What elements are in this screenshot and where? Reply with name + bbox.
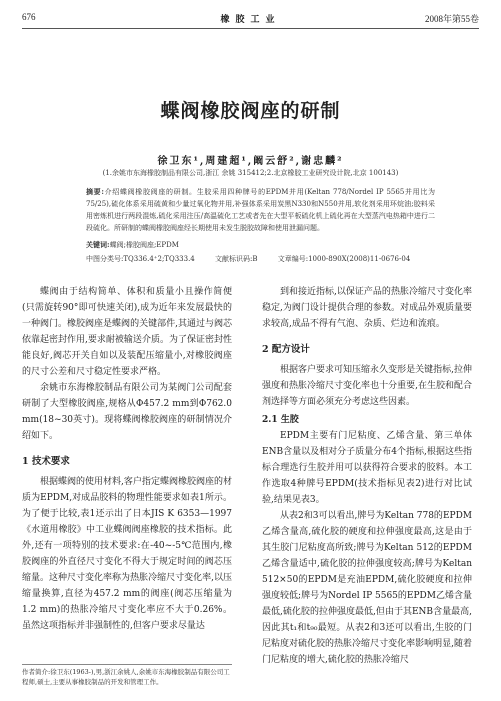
paragraph: 蝶阀由于结构简单、体积和质量小且操作简便(只需旋转90°即可快速关闭),成为近年来发展最快的一种阀门。橡胶阀座是蝶阀的关键部件,其通过与阀芯依靠起密封作用,要求耐被输送介质。为了保证密封性能良好,阀芯开关自如以及装配压缩量小,对橡胶阀座的尺寸公差和尺寸稳定性要求严格。 <box>22 287 232 377</box>
paragraph: 根据蝶阀的使用材料,客户指定蝶阀橡胶阀座的材质为EPDM,对成品胶料的物理性能要求如表1所示。为了便于比较,表1还示出了日本JIS K 6353—1997《水道用橡胶》中工业蝶阀阀座橡胶的技术指标。此外,还有一项特别的技术要求:在-40~-5℃范围内,橡胶阀座的外直径尺寸变化不得大于规定时间的阀芯压缩量。这种尺寸变化率称为热胀冷缩尺寸变化率,以压缩量换算,直径为457.2 mm的阀座(阀芯压缩量为1.2 mm)的热胀冷缩尺寸变化率应不大于0.26%。虽然这项指标并非强制性的,但客户要求尽量达 <box>22 477 232 631</box>
right-column <box>262 284 472 668</box>
keywords <box>86 240 435 250</box>
keywords-label: 关键词: <box>86 240 110 249</box>
subsection-heading: 2.1 生胶 <box>262 415 299 425</box>
page-number: 676 <box>22 12 36 22</box>
abstract <box>86 186 435 234</box>
paragraph: 余姚市东海橡胶制品有限公司为某阀门公司配套研制了大型橡胶阀座,规格从Φ457.2 mm到Φ762.0 mm(18~30英寸)。现将蝶阀橡胶阀座的研制情况介绍如下。 <box>22 383 232 441</box>
running-header <box>22 6 479 29</box>
journal-name: 橡胶工业 <box>220 14 281 24</box>
section-heading: 1 技术要求 <box>22 456 70 467</box>
abstract-label: 摘要: <box>86 187 104 196</box>
paragraph: 从表2和3可以看出,牌号为Keltan 778的EPDM乙烯含量高,硫化胶的硬度和拉伸强度最高,这是由于其生胶门尼粘度高所致;牌号为Keltan 512的EPDM乙烯含量适中,硫化胶的拉伸强度较高;牌号为Keltan 512×50的EPDM是充油EPDM,硫化胶硬度和拉伸强度较低;牌号为Nordel IP 5565的EPDM乙烯含量最低,硫化胶的拉伸强度最低,但由于其ENB含量最高,因此其t₁和t₉₀最短。从表2和3还可以看出,生胶的门尼粘度对硫化胶的热胀冷缩尺寸变化率影响明显,随着门尼粘度的增大,硫化胶的热胀冷缩尺 <box>262 511 472 665</box>
paragraph: 根据客户要求可知压缩永久变形是关键指标,拉伸强度和热胀冷缩尺寸变化率也十分重要,在生胶和配合剂选择等方面必须充分考虑这些因素。 <box>262 365 472 407</box>
paragraph: 到和接近指标,以保证产品的热胀冷缩尺寸变化率稳定,为阀门设计提供合理的参数。对成品外观质量要求较高,成品不得有气泡、杂质、烂边和流痕。 <box>262 287 472 329</box>
affiliation: (1.余姚市东海橡胶制品有限公司,浙江 余姚 315412;2.北京橡胶工业研究设计院,北京 100143) <box>102 169 399 177</box>
article-number: 文章编号:1000-890X(2008)11-0676-04 <box>277 255 411 263</box>
classification-line <box>86 254 435 264</box>
abstract-text: 介绍蝶阀橡胶阀座的研制。生胶采用四种牌号的EPDM并用(Keltan 778/Nordel IP 5565并用比为75/25),硫化体系采用硫黄和少量过氧化物并用,补强体系采用炭黑N330和N550并用,软化剂采用环烷油;胶料采用密炼机进行两段混炼,硫化采用注压/高温硫化工艺或者先在大型平板硫化机上硫化再在大型蒸汽电热箱中进行二段硫化。所研制的蝶阀橡胶阀座经长期使用未发生脱胶故障和使用泄漏问题。 <box>86 188 435 232</box>
document-code: 文献标识码:B <box>215 255 258 263</box>
clc-number: 中图分类号:TQ336.4⁺2;TQ333.4 <box>86 255 195 263</box>
issue-info: 2008年第55卷 <box>424 14 479 24</box>
author-footnote: 作者简介:徐卫东(1963-),男,浙江余姚人,余姚市东海橡胶制品有限公司工程师,硕士,主要从事橡胶制品的开发和管理工作。 <box>22 664 232 687</box>
section-heading: 2 配方设计 <box>262 344 310 355</box>
left-column <box>22 284 232 634</box>
authors: 徐卫东¹,周建超¹,阚云舒²,谢忠麟² <box>157 156 344 167</box>
keywords-text: 蝶阀;橡胶阀座;EPDM <box>109 241 179 249</box>
paragraph: EPDM主要有门尼粘度、乙烯含量、第三单体ENB含量以及相对分子质量分布4个指标,根据这些指标合理选行生胶并用可以获得符合要求的胶料。本工作选取4种牌号EPDM(技术指标见表2)进行对比试验,结果见表3。 <box>262 431 472 505</box>
article-title: 蝶阀橡胶阀座的研制 <box>160 100 341 122</box>
